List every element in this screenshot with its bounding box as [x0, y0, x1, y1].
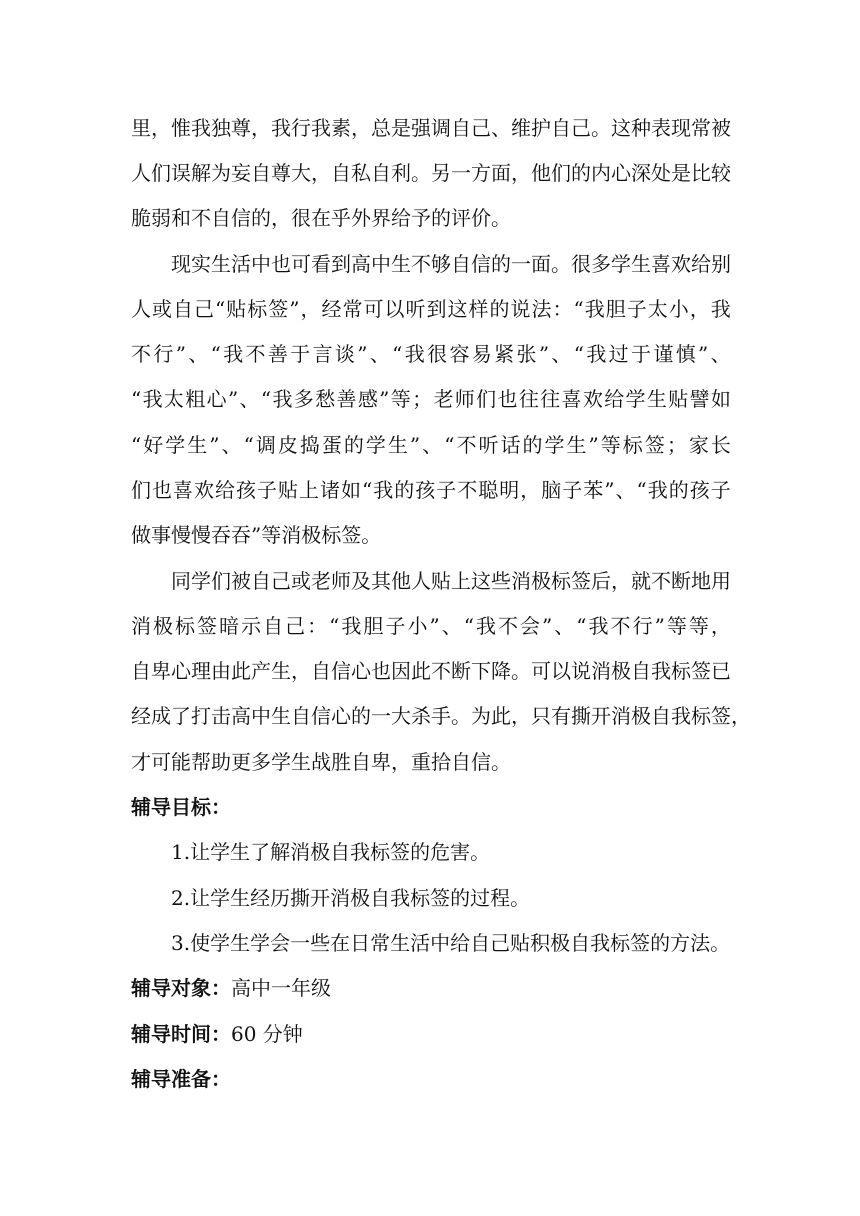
paragraph-3-line-3: 自 卑 心 理 由 此 产 生 ， 自 信 心 也 因 此 不 断 下 降 。 可 以 说 消 极 自 我 标 签 已 — [131, 659, 731, 683]
paragraph-2-line-6: 们 也 喜 欢 给 孩 子 贴 上 诸 如 “ 我 的 孩 子 不 聪 明 ， 脑 子 苯 ” 、 “ 我 的 孩 子 — [131, 478, 731, 502]
goals-label: 辅导目标： — [131, 795, 231, 819]
paragraph-2-line-3: 不 行 ” 、 “ 我 不 善 于 言 谈 ” 、 “ 我 很 容 易 紧 张 ” 、 “ 我 过 于 谨 慎 ” 、 — [131, 342, 731, 366]
goal-item-3: 3.使学生学会一些在日常生活中给自己贴积极自我标签的方法。 — [171, 931, 731, 955]
goals-heading — [131, 793, 231, 821]
paragraph-2-line-7: 做事慢慢吞吞”等消极标签。 — [131, 523, 382, 547]
goal-item-1: 1.让学生了解消极自我标签的危害。 — [171, 840, 491, 864]
duration-value: 60 分钟 — [231, 1022, 303, 1046]
paragraph-3-line-5: 才可能帮助更多学生战胜自卑，重拾自信。 — [131, 750, 511, 774]
preparation-label: 辅导准备： — [131, 1067, 231, 1091]
paragraph-2-line-2: 人 或 自 己 “ 贴 标 签 ” ， 经 常 可 以 听 到 这 样 的 说 法 ： “ 我 胆 子 太 小 ， 我 — [131, 297, 731, 321]
preparation-row — [131, 1065, 231, 1093]
paragraph-1-line-3: 脆弱和不自信的，很在乎外界给予的评价。 — [131, 206, 511, 230]
goal-item-2: 2.让学生经历撕开消极自我标签的过程。 — [171, 886, 531, 910]
paragraph-3-line-2: 消 极 标 签 暗 示 自 己 ： “ 我 胆 子 小 ” 、 “ 我 不 会 ” 、 “ 我 不 行 ” 等 等 ， — [131, 614, 731, 638]
duration-label: 辅导时间： — [131, 1022, 231, 1046]
paragraph-2-line-5: “ 好 学 生 ” 、 “ 调 皮 捣 蛋 的 学 生 ” 、 “ 不 听 话 的 学 生 ” 等 标 签 ； 家 长 — [131, 433, 731, 457]
paragraph-3-line-1: 同 学 们 被 自 己 或 老 师 及 其 他 人 贴 上 这 些 消 极 标 签 后 ， 就 不 断 地 用 — [171, 569, 731, 593]
target-row — [131, 974, 331, 1002]
paragraph-3-line-4: 经 成 了 打 击 高 中 生 自 信 心 的 一 大 杀 手 。 为 此 ， 只 有 撕 开 消 极 自 我 标 签 ， — [131, 704, 751, 728]
paragraph-1-line-1: 里 ， 惟 我 独 尊 ， 我 行 我 素 ， 总 是 强 调 自 己 、 维 护 自 己 。 这 种 表 现 常 被 — [131, 116, 731, 140]
paragraph-2-line-4: “ 我 太 粗 心 ” 、 “ 我 多 愁 善 感 ” 等 ； 老 师 们 也 往 往 喜 欢 给 学 生 贴 譬 如 — [131, 387, 731, 411]
paragraph-1-line-2: 人 们 误 解 为 妄 自 尊 大 ， 自 私 自 利 。 另 一 方 面 ， 他 们 的 内 心 深 处 是 比 较 — [131, 161, 731, 185]
paragraph-2-line-1: 现 实 生 活 中 也 可 看 到 高 中 生 不 够 自 信 的 一 面 。 很 多 学 生 喜 欢 给 别 — [171, 252, 731, 276]
target-label: 辅导对象： — [131, 976, 231, 1000]
target-value: 高中一年级 — [231, 976, 331, 1000]
duration-row — [131, 1020, 303, 1048]
